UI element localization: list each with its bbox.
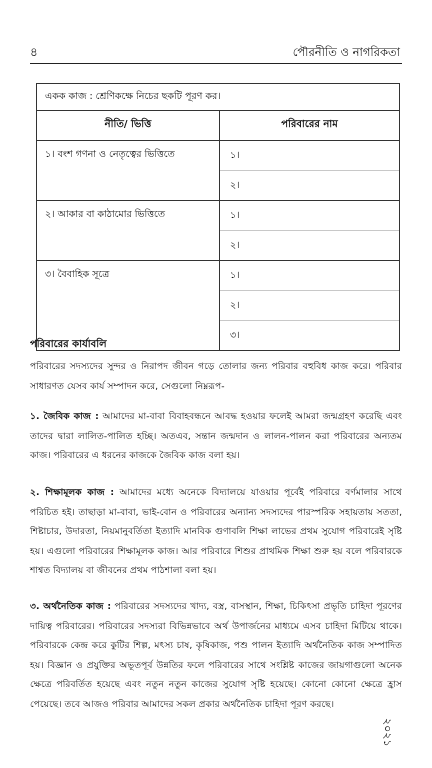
section-title: পরিবারের কার্যাবলি [30, 339, 107, 350]
basis-cell: ১। বংশ গণনা ও নেতৃত্বের ভিত্তিতে [37, 141, 220, 201]
page-number: ৪ [30, 45, 38, 59]
answer-slot: ২। [220, 230, 399, 260]
task-caption: একক কাজ : শ্রেণিকক্ষে নিচের ছকটি পূরণ কর। [37, 84, 399, 111]
answer-slot: ১। [230, 210, 240, 221]
answer-slot: ২। [220, 290, 399, 320]
educational-function-paragraph [30, 483, 402, 581]
answer-cell [220, 141, 400, 201]
answer-slot: ১। [230, 150, 240, 161]
task-table [37, 111, 399, 350]
basis-cell: ২। আকার বা কাঠামোর ভিত্তিতে [37, 201, 220, 261]
answer-slot: ১। [230, 270, 240, 281]
item-heading: ১. জৈবিক কাজ : [30, 411, 99, 422]
task-header-row [37, 111, 399, 141]
basis-cell: ৩। বৈবাহিক সূত্রে [37, 261, 220, 351]
col-header-basis: নীতি/ ভিত্তি [37, 111, 220, 141]
intro-paragraph: পরিবারের সদস্যদের সুন্দর ও নিরাপদ জীবন গড়ে তোলার জন্য পরিবার বহুবিধ কাজ করে। পরিবার সাধারণত যেসব কার্য সম্পাদন করে, সেগুলো নিম্নরূপ- [30, 361, 403, 392]
item-text: পরিবারের সদস্যদের খাদ্য, বস্ত্র, বাসস্থান, শিক্ষা, চিকিৎসা প্রভৃতি চাহিদা পূরণের দায়িত্ব পরিবারের। পরিবারের সদস্যরা বিভিন্নভাবে অর্থ উপার্জনের মাধ্যমে এসব চাহিদা মিটিয়ে থাকে। পরিবারকে কেন্দ্র করে কুটির শিল্প, মৎস্য চাষ, কৃষিকাজ, পশু পালন ইত্যাদি অর্থনৈতিক কাজ সম্পাদিত হয়। বিজ্ঞান ও প্রযুক্তির অভূতপূর্ব উন্নতির ফলে পরিবারের সাথে সংশ্লিষ্ট কাজের জায়গাগুলো অনেক ক্ষেত্রে পরিবর্তিত হয়েছে এবং নতুন নতুন কাজের সুযোগ সৃষ্টি হয়েছে। কোনো কোনো ক্ষেত্রে হ্রাস পেয়েছে। তবে আজও পরিবার আমাদের সকল প্রকার অর্থনৈতিক চাহিদা পূরণ করছে। [30, 601, 402, 710]
answer-cell [220, 261, 400, 351]
table-row [37, 201, 399, 261]
answer-slot: ২। [220, 170, 399, 200]
task-box [36, 83, 400, 351]
header-rule [30, 63, 402, 64]
table-row [37, 141, 399, 201]
item-heading: ৩. অর্থনৈতিক কাজ : [30, 601, 112, 612]
answer-cell [220, 201, 400, 261]
item-text: আমাদের মা-বাবা বিবাহবন্ধনে আবদ্ধ হওয়ার ফলেই আমরা জন্মগ্রহণ করেছি এবং তাদের দ্বারা লালিত-পালিত হচ্ছি। অতএব, সন্তান জন্মদান ও লালন-পালন করা পরিবারের অন্যতম কাজ। পরিবারের এ ধরনের কাজকে জৈবিক কাজ বলা হয়। [30, 411, 403, 461]
economic-function-paragraph [30, 597, 402, 714]
col-header-family-name: পরিবারের নাম [220, 111, 400, 141]
item-text: আমাদের মধ্যে অনেকে বিদ্যালয়ে যাওয়ার পূর্বেই পরিবারে বর্ণমালার সাথে পরিচিত হই। তাছাড়া মা-বাবা, ভাই-বোন ও পরিবারের অন্যান্য সদস্যদের পারস্পরিক সহায়তায় সততা, শিষ্টাচার, উদারতা, নিয়মানুবর্তিতা ইত্যাদি মানবিক গুণাবলি শিক্ষা লাভের প্রথম সুযোগ পরিবারেই সৃষ্টি হয়। এগুলো পরিবারের শিক্ষামূলক কাজ। আর পরিবারে শিশুর প্রাথমিক শিক্ষা শুরু হয় বলে পরিবারকে শাশ্বত বিদ্যালয় বা জীবনের প্রথম পাঠশালা বলা হয়। [30, 487, 402, 576]
answer-slot: ৩। [220, 320, 399, 350]
side-page-label: ২০২১ [381, 718, 394, 747]
item-heading: ২. শিক্ষামূলক কাজ : [30, 487, 115, 498]
book-title: পৌরনীতি ও নাগরিকতা [292, 45, 400, 59]
biological-function-paragraph [30, 407, 402, 466]
